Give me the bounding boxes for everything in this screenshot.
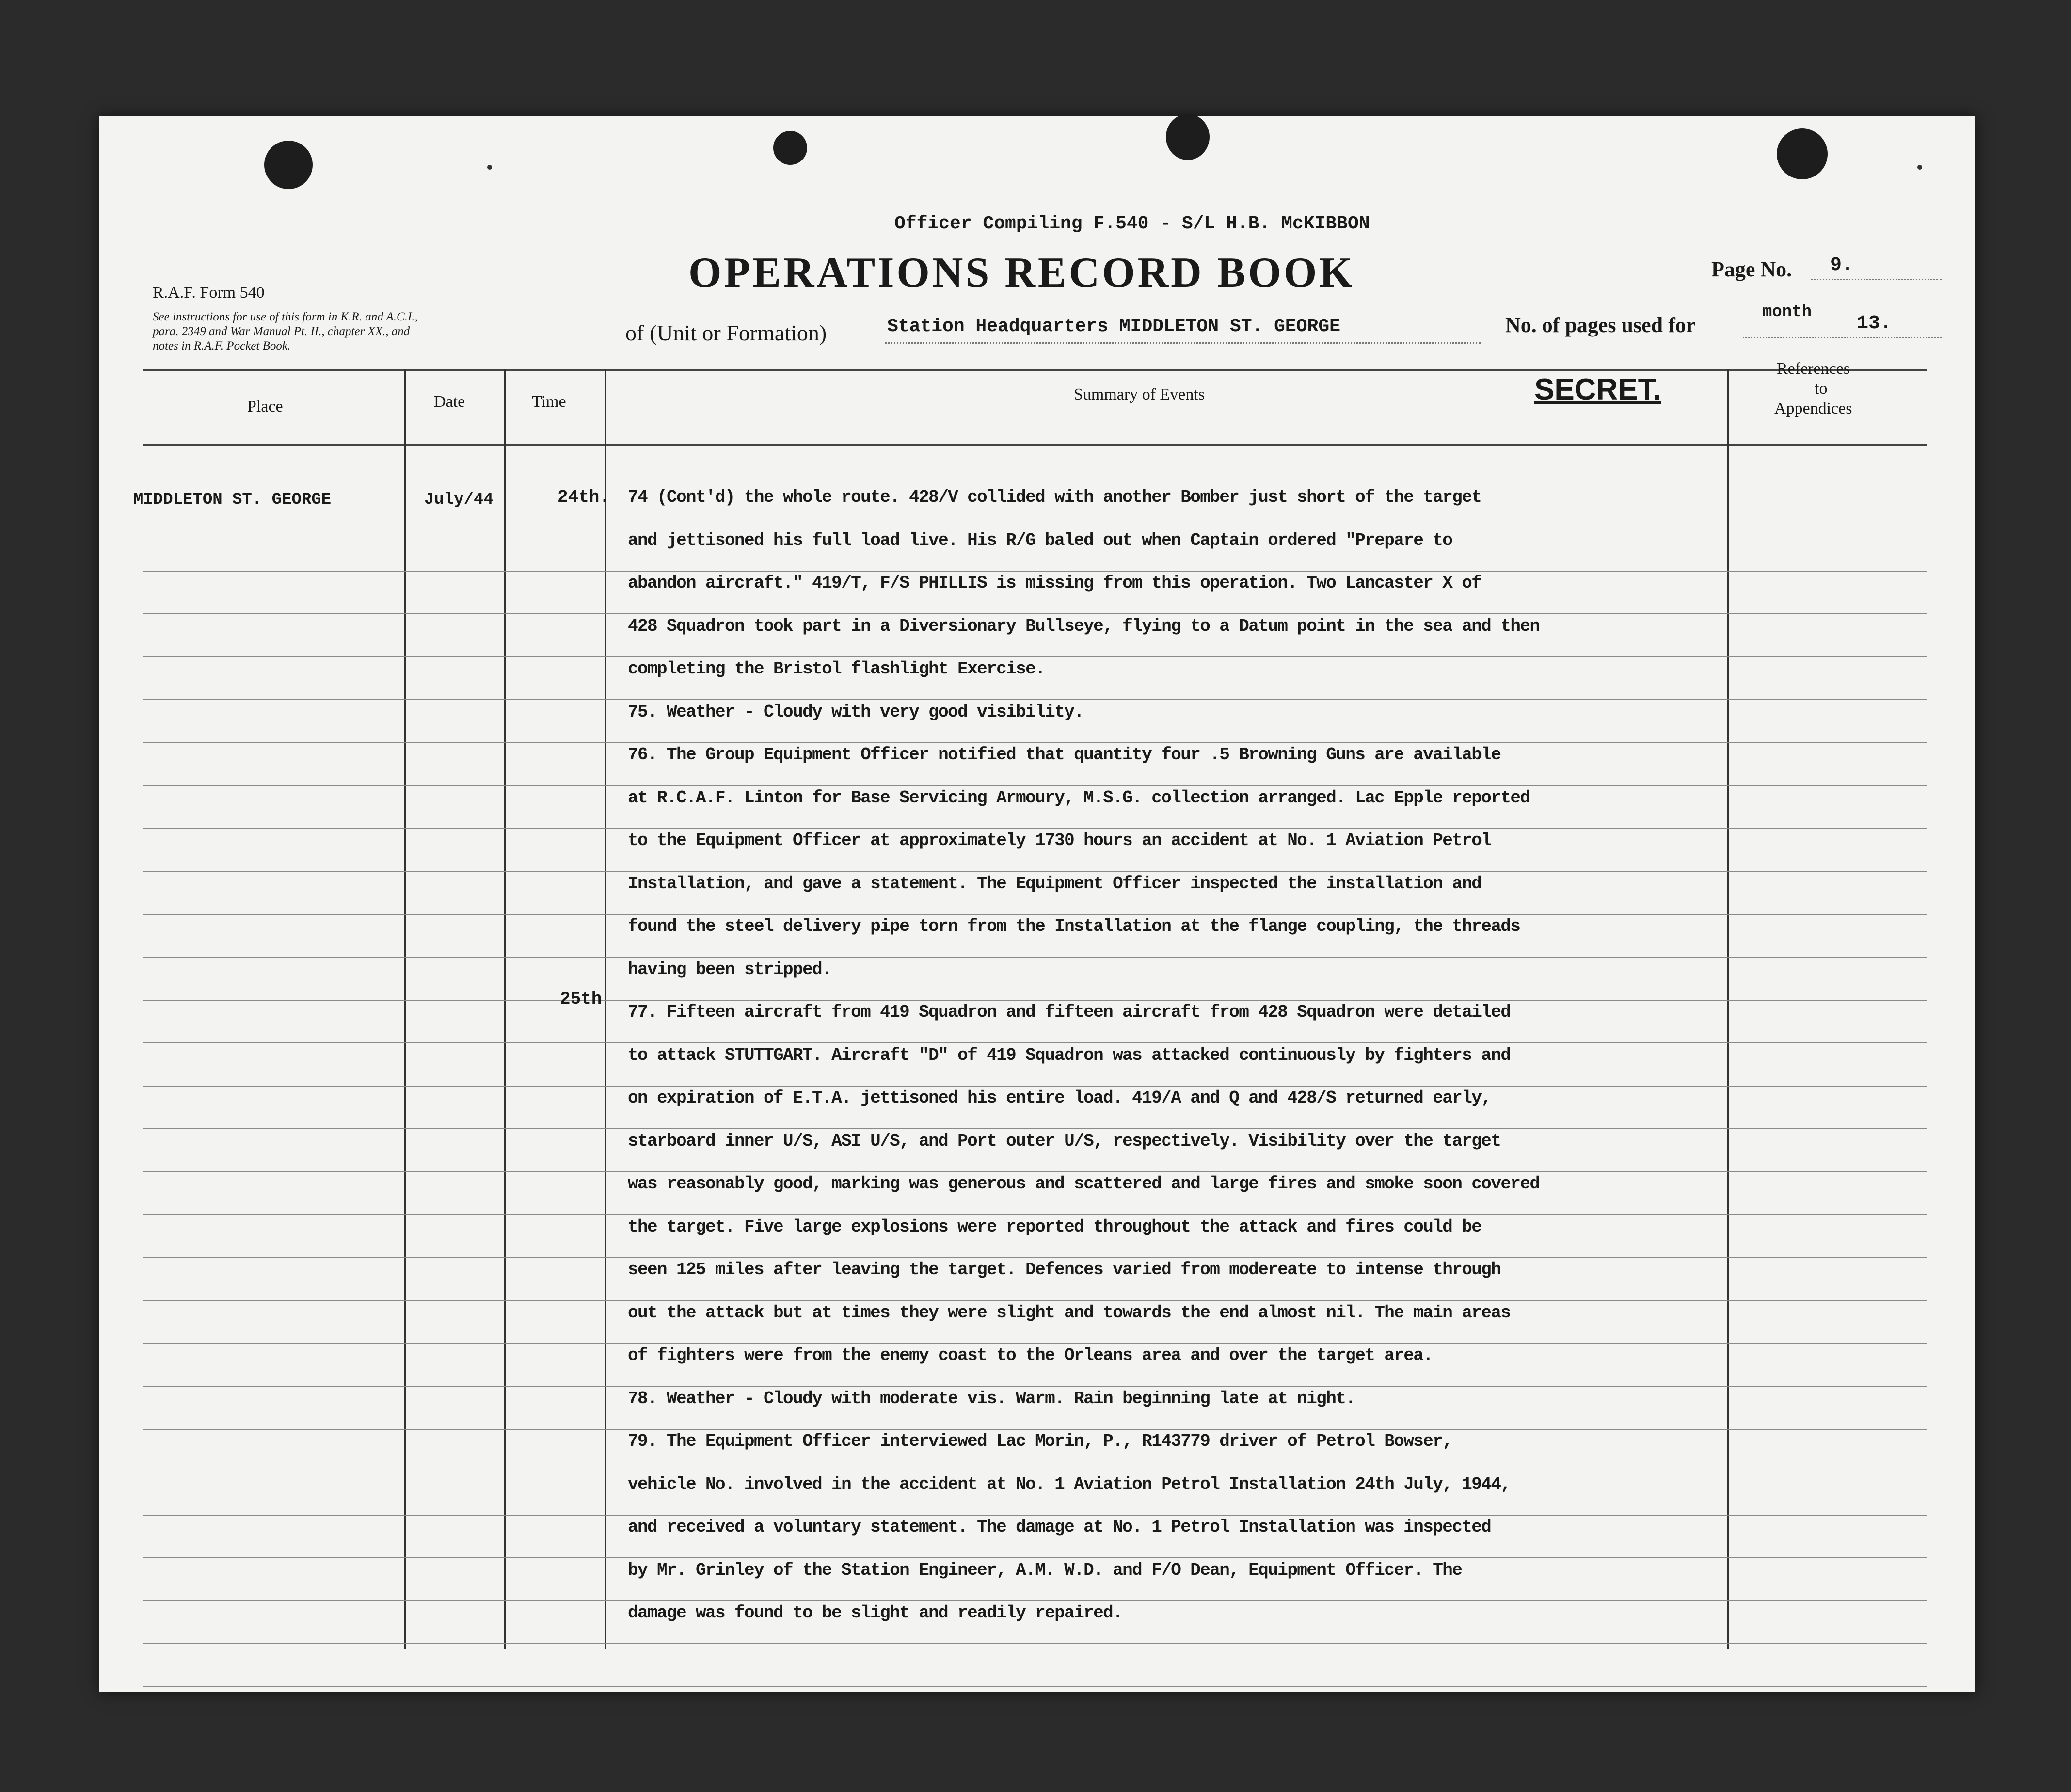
speck [1917, 165, 1922, 170]
unit-value: Station Headquarters MIDDLETON ST. GEORGE [887, 316, 1340, 337]
summary-line: was reasonably good, marking was generous and scattered and large fires and smoke soon covered [628, 1174, 1540, 1194]
column-divider-summary-refs [1727, 369, 1729, 1649]
entry-time-24th: 24th. [558, 487, 610, 507]
page-number-value: 9. [1830, 255, 1854, 276]
summary-line: at R.C.A.F. Linton for Base Servicing Armoury, M.S.G. collection arranged. Lac Epple reported [628, 788, 1530, 808]
summary-line: to the Equipment Officer at approximately 1730 hours an accident at No. 1 Aviation Petrol [628, 831, 1491, 850]
unit-label: of (Unit or Formation) [625, 320, 827, 345]
summary-line: 78. Weather - Cloudy with moderate vis. Warm. Rain beginning late at night. [628, 1389, 1355, 1408]
summary-line: abandon aircraft." 419/T, F/S PHILLIS is missing from this operation. Two Lancaster X of [628, 573, 1482, 593]
punch-hole-center [1166, 114, 1210, 160]
pages-used-value: 13. [1857, 313, 1892, 335]
page-number-underline [1811, 279, 1942, 280]
summary-line: of fighters were from the enemy coast to the Orleans area and over the target area. [628, 1345, 1433, 1365]
ruled-line [143, 699, 1927, 700]
ruled-line [143, 1171, 1927, 1172]
ruled-line [143, 613, 1927, 614]
form-instruction-line-2: para. 2349 and War Manual Pt. II., chapter XX., and [153, 325, 410, 338]
column-header-summary: Summary of Events [1074, 385, 1205, 403]
form-sheet [99, 116, 1975, 1692]
ruled-line [143, 1086, 1927, 1087]
ruled-line [143, 1557, 1927, 1558]
summary-line: completing the Bristol flashlight Exercise. [628, 659, 1045, 679]
summary-line: starboard inner U/S, ASI U/S, and Port outer U/S, respectively. Visibility over the target [628, 1131, 1501, 1151]
ruled-line [143, 1386, 1927, 1387]
entry-time-25th: 25th [560, 989, 602, 1009]
summary-line: vehicle No. involved in the accident at No. 1 Aviation Petrol Installation 24th July, 1944, [628, 1474, 1511, 1494]
secret-stamp: SECRET. [1534, 373, 1661, 406]
ruled-line [143, 1214, 1927, 1215]
ruled-line [143, 1343, 1927, 1344]
ruled-line [143, 1300, 1927, 1301]
summary-line: damage was found to be slight and readily repaired. [628, 1603, 1123, 1623]
ruled-line [143, 1257, 1927, 1258]
column-divider-place-date [404, 369, 406, 1649]
table-header-rule [143, 444, 1927, 446]
ruled-line [143, 1429, 1927, 1430]
column-header-references-line-3: Appendices [1774, 400, 1852, 417]
ruled-line [143, 785, 1927, 786]
punch-hole-left-center [773, 131, 807, 165]
entry-place: MIDDLETON ST. GEORGE [133, 491, 332, 509]
summary-line: 79. The Equipment Officer interviewed Lac Morin, P., R143779 driver of Petrol Bowser, [628, 1431, 1452, 1451]
speck [487, 165, 492, 170]
table-top-rule [143, 369, 1927, 371]
ruled-line [143, 1042, 1927, 1043]
form-instruction-line-1: See instructions for use of this form in K.R. and A.C.I., [153, 310, 418, 323]
page-number-label: Page No. [1711, 257, 1792, 281]
entry-date: July/44 [424, 491, 494, 509]
ruled-line [143, 957, 1927, 958]
ruled-line [143, 871, 1927, 872]
summary-line: 75. Weather - Cloudy with very good visibility. [628, 702, 1084, 722]
summary-line: to attack STUTTGART. Aircraft "D" of 419 Squadron was attacked continuously by fighters and [628, 1045, 1511, 1065]
column-divider-date-time [504, 369, 506, 1649]
summary-line: the target. Five large explosions were reported throughout the attack and fires could be [628, 1217, 1482, 1237]
ruled-line [143, 656, 1927, 657]
summary-line: 74 (Cont'd) the whole route. 428/V collided with another Bomber just short of the target [628, 487, 1482, 507]
summary-line: 77. Fifteen aircraft from 419 Squadron and fifteen aircraft from 428 Squadron were detailed [628, 1002, 1511, 1022]
summary-line: seen 125 miles after leaving the target. Defences varied from modereate to intense through [628, 1260, 1501, 1280]
ruled-line [143, 571, 1927, 572]
ruled-line [143, 914, 1927, 915]
ruled-line [143, 1686, 1927, 1687]
page-title: OPERATIONS RECORD BOOK [688, 249, 1355, 296]
pages-used-period: month [1762, 303, 1812, 321]
summary-line: having been stripped. [628, 960, 832, 979]
form-number: R.A.F. Form 540 [153, 284, 265, 302]
column-header-references-line-2: to [1815, 380, 1828, 398]
summary-line: and jettisoned his full load live. His R/G baled out when Captain ordered "Prepare to [628, 530, 1452, 550]
column-header-references-line-1: References [1777, 360, 1850, 378]
pages-used-underline [1743, 337, 1942, 338]
summary-line: 428 Squadron took part in a Diversionary Bullseye, flying to a Datum point in the sea and then [628, 616, 1540, 636]
summary-line: 76. The Group Equipment Officer notified that quantity four .5 Browning Guns are available [628, 745, 1501, 765]
summary-line: and received a voluntary statement. The damage at No. 1 Petrol Installation was inspected [628, 1517, 1491, 1537]
punch-hole-left [264, 141, 313, 189]
ruled-line [143, 1643, 1927, 1644]
pages-used-label: No. of pages used for [1505, 313, 1696, 337]
ruled-line [143, 1128, 1927, 1129]
ruled-line [143, 1000, 1927, 1001]
summary-line: on expiration of E.T.A. jettisoned his entire load. 419/A and Q and 428/S returned early, [628, 1088, 1491, 1108]
unit-underline [885, 342, 1481, 344]
summary-line: Installation, and gave a statement. The Equipment Officer inspected the installation and [628, 874, 1482, 894]
ruled-line [143, 1600, 1927, 1601]
punch-hole-right [1777, 128, 1828, 179]
column-header-date: Date [434, 393, 465, 411]
form-instruction-line-3: notes in R.A.F. Pocket Book. [153, 339, 291, 352]
summary-line: found the steel delivery pipe torn from the Installation at the flange coupling, the threads [628, 916, 1520, 936]
ruled-line [143, 742, 1927, 743]
officer-compiling: Officer Compiling F.540 - S/L H.B. McKIBBON [894, 213, 1370, 234]
ruled-line [143, 828, 1927, 829]
ruled-line [143, 1515, 1927, 1516]
summary-line: by Mr. Grinley of the Station Engineer, A.M. W.D. and F/O Dean, Equipment Officer. The [628, 1560, 1462, 1580]
summary-line: out the attack but at times they were slight and towards the end almost nil. The main areas [628, 1303, 1511, 1323]
column-divider-time-summary [605, 369, 606, 1649]
column-header-time: Time [532, 393, 566, 411]
column-header-place: Place [247, 398, 283, 416]
